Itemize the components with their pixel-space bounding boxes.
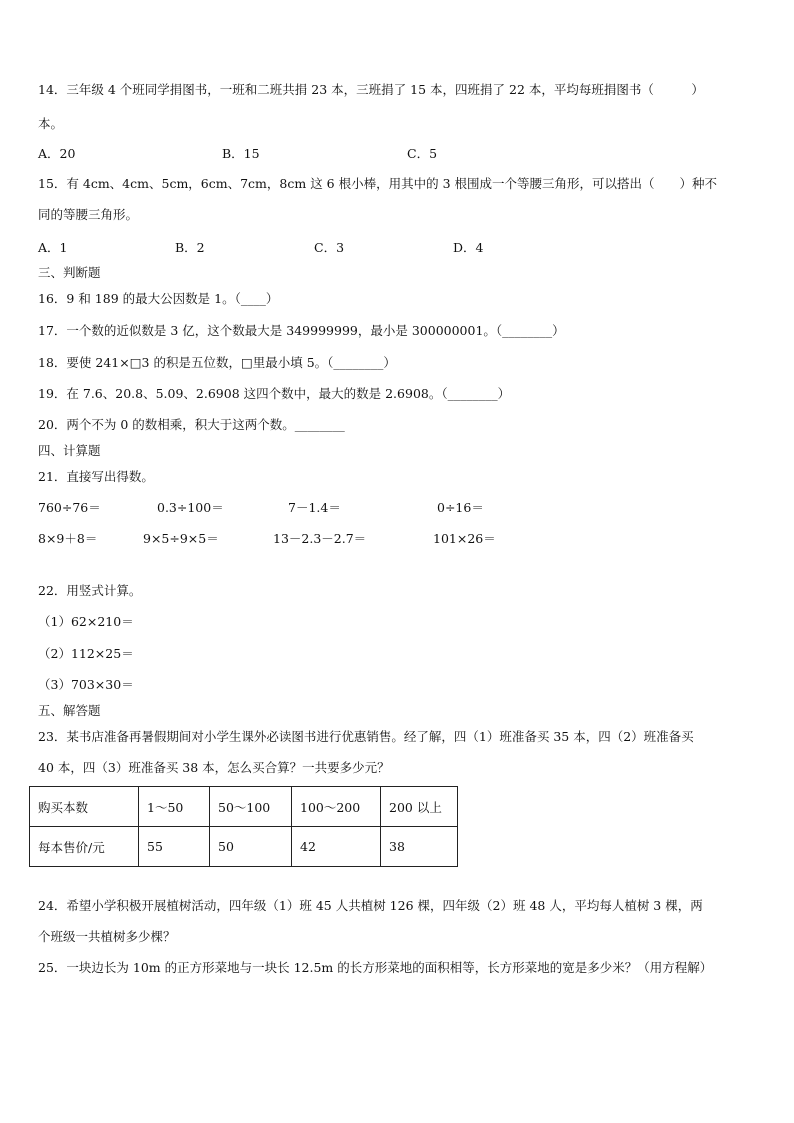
table-cell: 1～50 xyxy=(139,787,210,827)
q21-calc-7: 13－2.3－2.7＝ xyxy=(273,531,367,546)
q14-option-b: B．15 xyxy=(222,146,260,161)
q21-calc-6: 9×5÷9×5＝ xyxy=(143,531,219,546)
table-cell: 50 xyxy=(210,827,292,867)
q21-calc-4: 0÷16＝ xyxy=(437,500,484,515)
table-cell: 38 xyxy=(381,827,458,867)
q24-text-line1: 24．希望小学积极开展植树活动，四年级（1）班 45 人共植树 126 棵，四年级（2）班 48 人，平均每人植树 3 棵，两 xyxy=(38,898,703,913)
q15-text-line1: 15．有 4cm、4cm、5cm，6cm、7cm，8cm 这 6 根小棒，用其中的 3 根围成一个等腰三角形，可以搭出（ ）种不 xyxy=(38,176,717,191)
q19-text: 19．在 7.6、20.8、5.09、2.6908 这四个数中，最大的数是 2.6908。（________） xyxy=(38,386,511,401)
q22-item-1: （1）62×210＝ xyxy=(38,614,134,629)
table-cell: 42 xyxy=(292,827,381,867)
price-table xyxy=(29,786,458,867)
q21-calc-2: 0.3÷100＝ xyxy=(157,500,224,515)
q17-text: 17．一个数的近似数是 3 亿，这个数最大是 349999999，最小是 300000001。（________） xyxy=(38,323,565,338)
q21-calc-1: 760÷76＝ xyxy=(38,500,101,515)
q15-option-c: C．3 xyxy=(314,240,345,255)
section-heading-word-problems: 五、解答题 xyxy=(38,703,101,718)
q24-text-line2: 个班级一共植树多少棵？ xyxy=(38,929,176,944)
table-cell: 200 以上 xyxy=(381,787,458,827)
q14-option-c: C．5 xyxy=(407,146,438,161)
q15-option-d: D．4 xyxy=(453,240,484,255)
q21-calc-5: 8×9＋8＝ xyxy=(38,531,98,546)
q15-option-b: B．2 xyxy=(175,240,205,255)
q22-item-3: （3）703×30＝ xyxy=(38,677,134,692)
q22-title: 22．用竖式计算。 xyxy=(38,583,142,598)
table-cell: 50～100 xyxy=(210,787,292,827)
table-cell: 购买本数 xyxy=(30,787,139,827)
q14-option-a: A．20 xyxy=(38,146,76,161)
q23-text-line2: 40 本，四（3）班准备买 38 本，怎么买合算？一共要多少元？ xyxy=(38,760,390,775)
section-heading-calculation: 四、计算题 xyxy=(38,443,101,458)
q14-text-line1: 14．三年级 4 个班同学捐图书，一班和二班共捐 23 本，三班捐了 15 本，四班捐了 22 本，平均每班捐图书（ ） xyxy=(38,82,704,97)
table-cell: 55 xyxy=(139,827,210,867)
q15-text-line2: 同的等腰三角形。 xyxy=(38,207,139,222)
q21-title: 21．直接写出得数。 xyxy=(38,469,154,484)
q21-calc-8: 101×26＝ xyxy=(433,531,496,546)
q14-text-line2: 本。 xyxy=(38,116,64,131)
table-row xyxy=(30,787,458,827)
q22-item-2: （2）112×25＝ xyxy=(38,646,134,661)
table-cell: 每本售价/元 xyxy=(30,827,139,867)
q21-calc-3: 7－1.4＝ xyxy=(288,500,341,515)
q15-option-a: A．1 xyxy=(38,240,68,255)
q18-text: 18．要使 241×□3 的积是五位数，□里最小填 5。（________） xyxy=(38,355,396,370)
table-cell: 100～200 xyxy=(292,787,381,827)
section-heading-judgement: 三、判断题 xyxy=(38,265,101,280)
table-row xyxy=(30,827,458,867)
q16-text: 16．9 和 189 的最大公因数是 1。（____） xyxy=(38,291,279,306)
q25-text: 25．一块边长为 10m 的正方形菜地与一块长 12.5m 的长方形菜地的面积相等，长方形菜地的宽是多少米？（用方程解） xyxy=(38,960,713,975)
q23-text-line1: 23．某书店准备再暑假期间对小学生课外必读图书进行优惠销售。经了解，四（1）班准备买 35 本，四（2）班准备买 xyxy=(38,729,694,744)
q20-text: 20．两个不为 0 的数相乘，积大于这两个数。________ xyxy=(38,417,345,432)
